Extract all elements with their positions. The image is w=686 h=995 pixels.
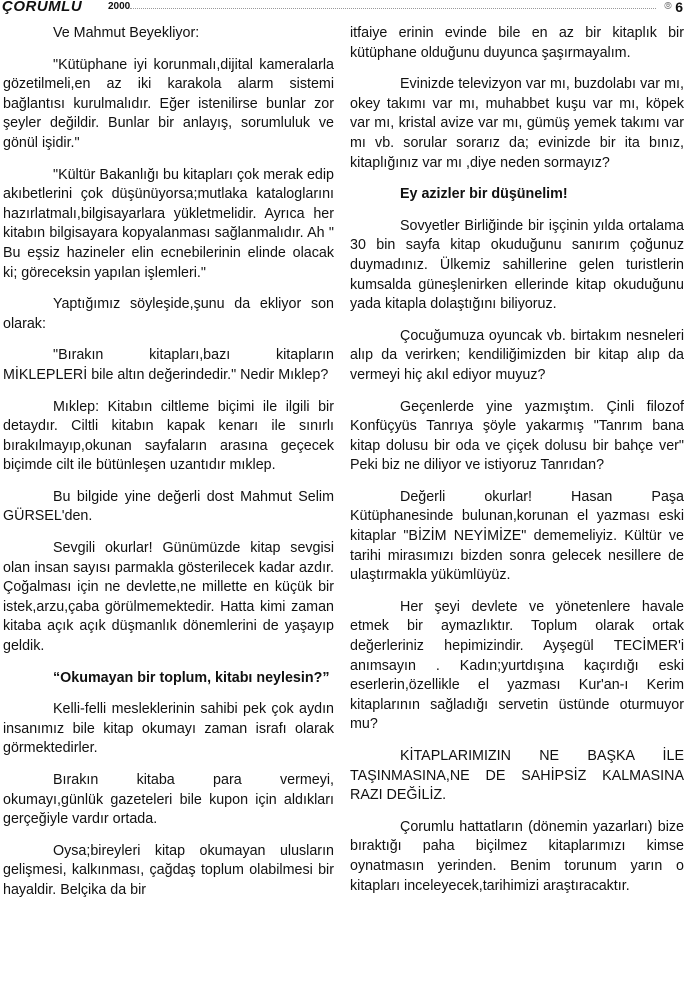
page-number-ornament-icon: ⦾ (664, 1, 672, 12)
paragraph: Geçenlerde yine yazmıştım. Çinli filozof Konfüçyüs Tanrıya şöyle yakarmış "Tanrım bana kitap dolusu bir oda ve çiçek dolusu bir bahçe ver" Peki biz ne diliyor ve istiyoruz Tanrıdan? (350, 398, 684, 474)
paragraph: Ve Mahmut Beyekliyor: (53, 25, 200, 41)
paragraph: Bu bilgide yine değerli dost Mahmut Selim GÜRSEL'den. (3, 488, 334, 525)
paragraph: "Kültür Bakanlığı bu kitapları çok merak edip akıbetlerini çok düşünüyorsa;mutlaka kataloglarını hazırlatmalı,bilgisayarlara yükletmelidir. Ayrıca her kitabın bilgisayara kopyalanması sağlanmalıdır. Ah " Bu eşsiz hazineler elin ecnebilerinin elinde olacak ki; göreceksin yapılan işlemleri." (3, 166, 334, 281)
paragraph: KİTAPLARIMIZIN NE BAŞKA İLE TAŞINMASINA,NE DE SAHİPSİZ KALMASINA RAZI DEĞİLİZ. (350, 748, 684, 804)
header-year: 2000 (108, 1, 131, 12)
section-heading: Ey azizler bir düşünelim! (400, 186, 568, 203)
page-header (0, 0, 686, 18)
right-column (350, 24, 684, 908)
paragraph: "Bırakın kitapları,bazı kitapların MİKLEPLERİ bile altın değerindedir." Nedir Mıklep? (3, 347, 334, 383)
left-column (3, 24, 334, 913)
section-heading: “Okumayan bir toplum, kitabı neylesin?” (53, 669, 330, 686)
paragraph: Oysa;bireyleri kitap okumayan ulusların gelişmesi, kalkınması, çağdaş toplum olabilmesi bir hayaldir. Belçika da bir (3, 842, 334, 898)
paragraph: Çocuğumuza oyuncak vb. birtakım nesneleri alıp da verirken; kendiliğimizden bir kitap alıp da vermeyi hiç akıl ediyor muyuz? (350, 327, 684, 383)
paragraph: Sevgili okurlar! Günümüzde kitap sevgisi olan insan sayısı parmakla gösterilecek kadar azdır. Çoğalması için ne devlette,ne millette en küçük bir istek,arzu,çaba görülmemektedir. Hatta kimi zaman kitaba açık açık düşmanlık dönemlerini de yaşayıp geldik. (3, 540, 334, 655)
paragraph: "Kütüphane iyi korunmalı,dijital kameralarla gözetilmeli,en az iki karakola alarm sistemi bağlantısı kurulmalıdır. Eğer istenilirse bunlar zor şeyler değildir. Bunlar bir anlayış, sorumluluk ve gönül işidir." (3, 56, 334, 151)
paragraph: Değerli okurlar! Hasan Paşa Kütüphanesinde bulunan,korunan el yazması eski kitaplar "BİZİM NEYİMİZE" dememeliyiz. Kültür ve tarihi mirasımızı bizden sonra gelecek nesillere de ulaştırmakla yükümlüyüz. (350, 488, 684, 584)
paragraph: itfaiye erinin evinde bile en az bir kitaplık bir kütüphane olduğunu duyunca şaşırmayalım. (350, 25, 684, 61)
paragraph: Bırakın kitaba para vermeyi, okumayı,günlük gazeteleri bile kupon için aldıkları gerçeğiyle vardır ortada. (3, 772, 334, 828)
paragraph: Yaptığımız söyleşide,şunu da ekliyor son olarak: (3, 296, 334, 332)
header-divider (130, 8, 656, 9)
paragraph: Mıklep: Kitabın ciltleme biçimi ile ilgili bir detaydır. Ciltli kitabın kapak kenarı ile sınırlı bırakılmayıp,okunan sayfaların arasına geçecek biçimde cilt ile bütünleşen uzantıdır mıklep. (3, 398, 334, 474)
paragraph: Sovyetler Birliğinde bir işçinin yılda ortalama 30 bin sayfa kitap okuduğunu sanırım çoğunuz duymadınız. Ülkemiz sahillerine gelen turistlerin kumsalda güneşlenirken ellerinde kitap okuduğunu yada kitapla dolaştığını biliyoruz. (350, 217, 684, 313)
paragraph: Evinizde televizyon var mı, buzdolabı var mı, okey takımı var mı, muhabbet kuşu var mı, köpek var mı, kristal avize var mı, gümüş yemek takımı var mı vb. sorular sorarız da; evinizde bir ita bınız, kitaplığınız var mı ,diye neden sormayız? (350, 76, 684, 171)
newspaper-logo: ÇORUMLU (2, 0, 83, 15)
paragraph: Kelli-felli mesleklerinin sahibi pek çok aydın insanımız bile kitap okumayı zaman israfı olarak görmektedirler. (3, 701, 334, 757)
paragraph: Çorumlu hattatların (dönemin yazarları) bize bıraktığı paha biçilmez kitaplarımızı kimse oynatmasın yerinden. Benim torunum yarın o kitapları inceleyecek,tarihimizi araştıracaktır. (350, 818, 684, 894)
page-number: 6 (675, 0, 683, 15)
paragraph: Her şeyi devlete ve yönetenlere havale etmek bir aymazlıktır. Toplum olarak ortak değerleriniz hepimizindir. Ayşegül TECİMER'i anımsayın . Kadın;yurtdışına kaçırdığı eski eserlerin,özellikle el yazması Kur'an-ı Kerim kitaplarının sağladığı servetin üstünde oturmuyor mu? (350, 598, 684, 733)
